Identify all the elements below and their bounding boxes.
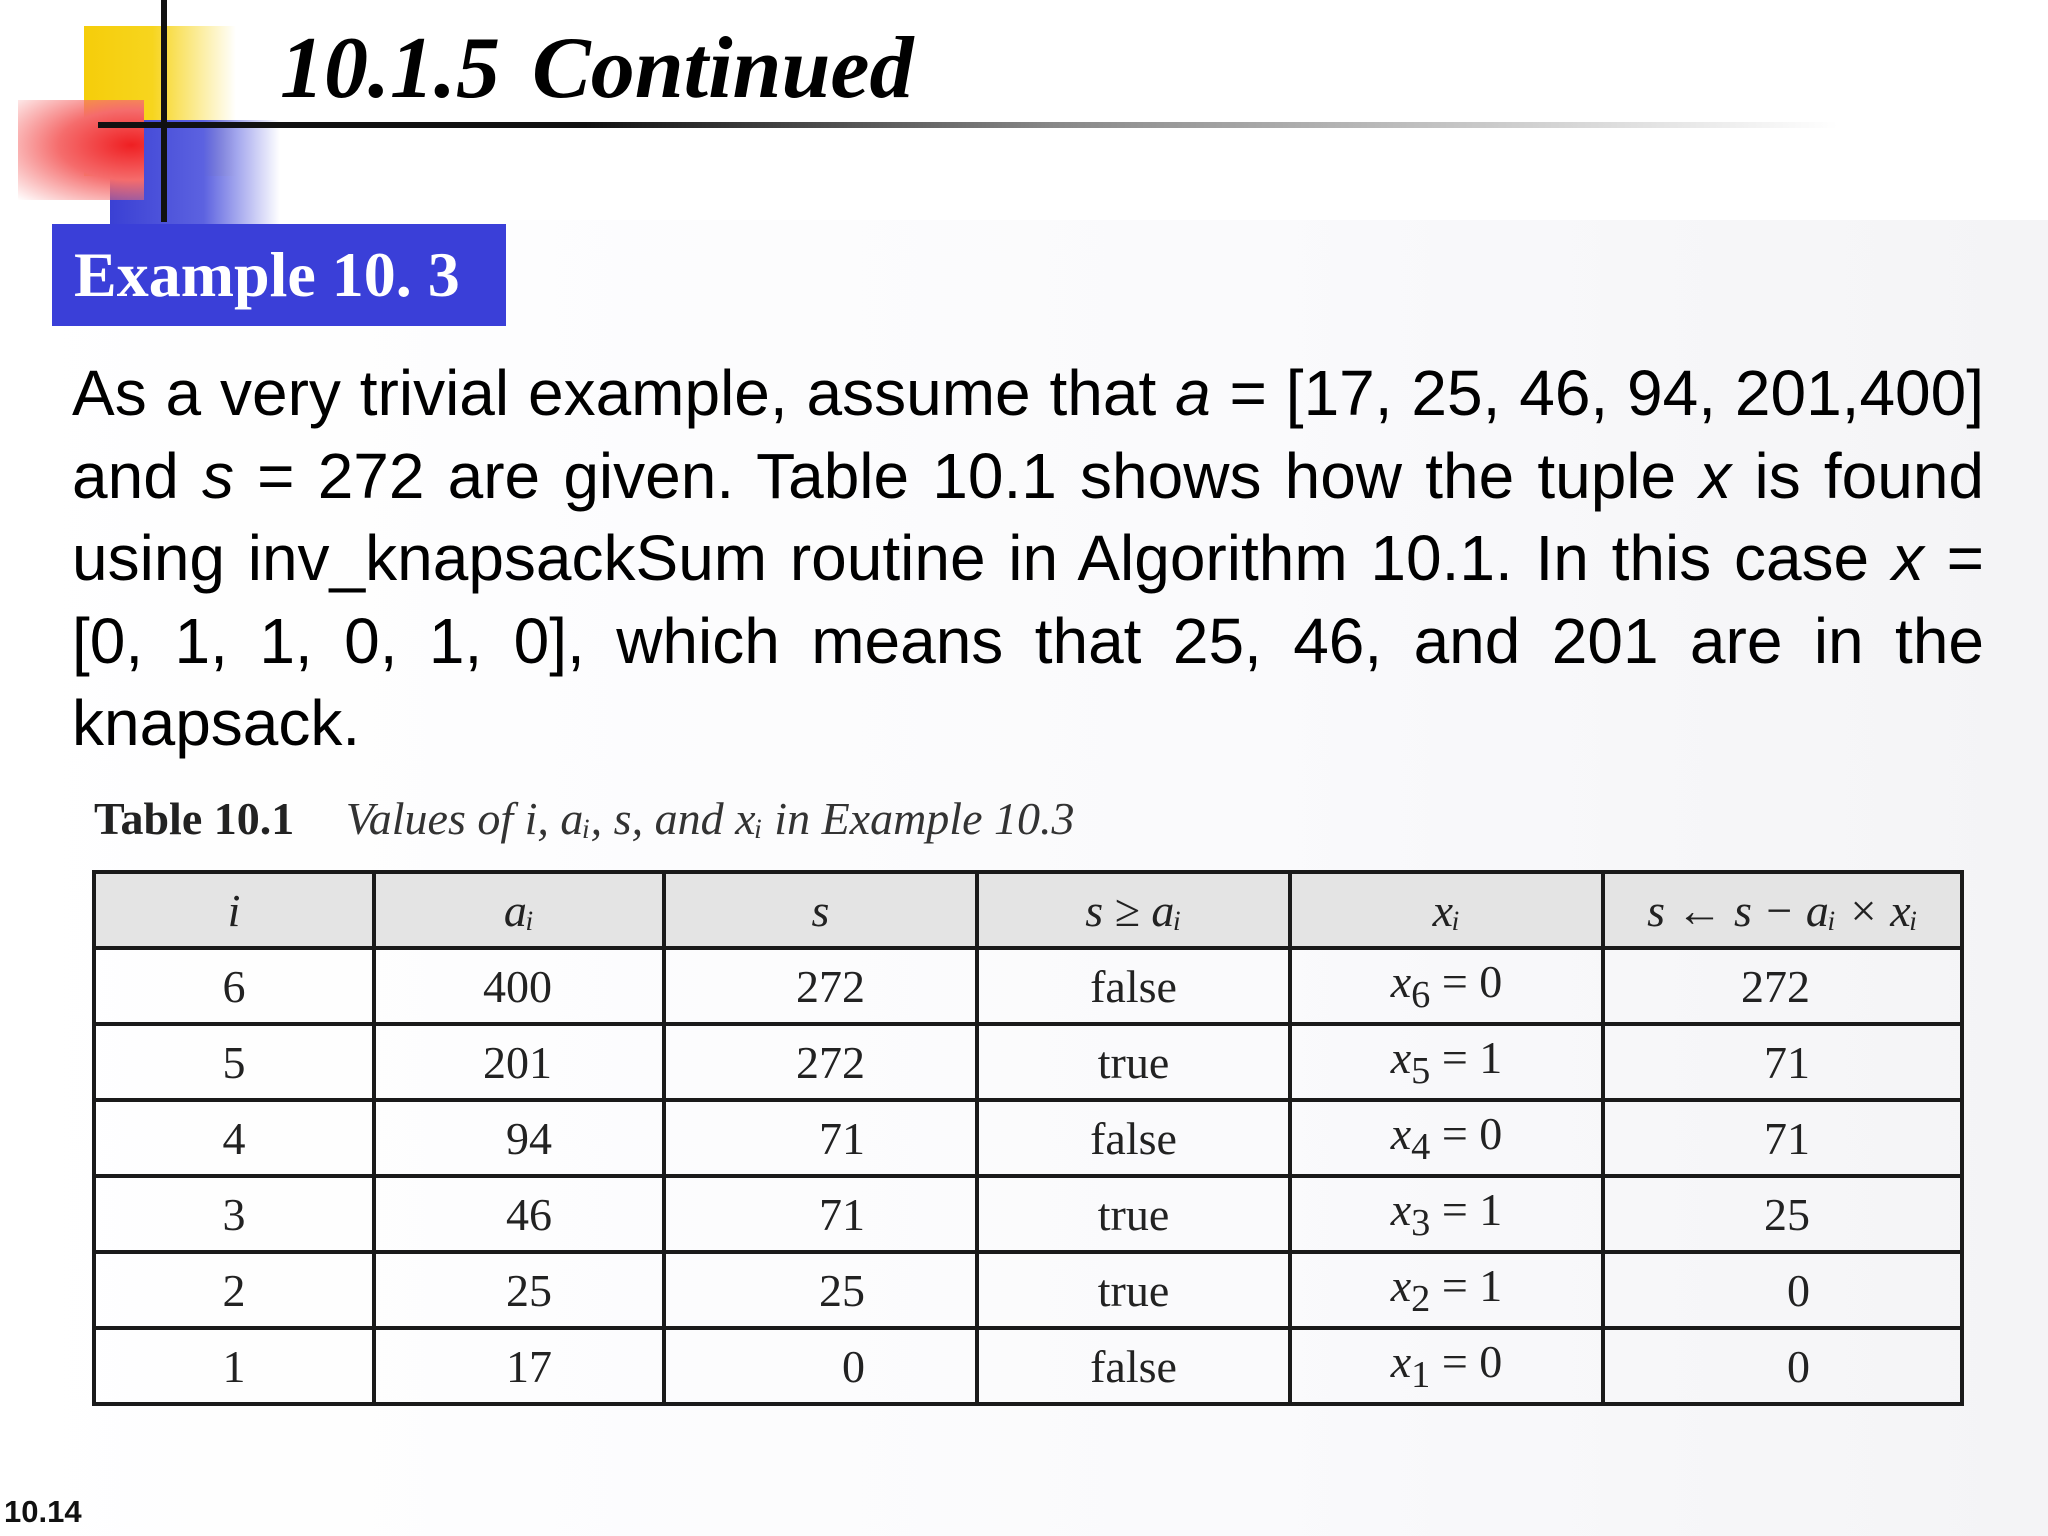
x-value: = 1 xyxy=(1430,1031,1503,1083)
slide-title: 10.1.5 Continued xyxy=(280,20,914,117)
title-underline xyxy=(98,122,1838,128)
cell-s: 272 xyxy=(664,948,977,1024)
header-x: xᵢ xyxy=(1290,872,1603,948)
table-caption xyxy=(94,792,1075,845)
table-row xyxy=(94,1176,1962,1252)
cell-comparison: true xyxy=(977,1024,1290,1100)
cell-a: 46 xyxy=(374,1176,664,1252)
cell-comparison: false xyxy=(977,948,1290,1024)
cell-new-s: 71 xyxy=(1603,1024,1962,1100)
header-a: aᵢ xyxy=(374,872,664,948)
table-row xyxy=(94,948,1962,1024)
cell-a: 400 xyxy=(374,948,664,1024)
cell-comparison: false xyxy=(977,1328,1290,1404)
header-update: s ← s − aᵢ × xᵢ xyxy=(1603,872,1962,948)
x-value: = 1 xyxy=(1430,1259,1503,1311)
cell-comparison: true xyxy=(977,1252,1290,1328)
x-value: = 0 xyxy=(1430,955,1503,1007)
x-var: x xyxy=(1390,1107,1412,1159)
cell-i: 4 xyxy=(94,1100,374,1176)
cell-x xyxy=(1290,1252,1603,1328)
cell-i: 1 xyxy=(94,1328,374,1404)
cell-i: 5 xyxy=(94,1024,374,1100)
variable-x: x xyxy=(1699,439,1732,512)
cell-s: 0 xyxy=(664,1328,977,1404)
logo-red-square xyxy=(18,100,144,200)
body-text-part: = [0, 1, 1, 0, 1, 0], which means that 25, 46, and 201 are in the knapsack. xyxy=(72,522,1985,759)
cell-a: 201 xyxy=(374,1024,664,1100)
cell-a: 25 xyxy=(374,1252,664,1328)
cell-s: 71 xyxy=(664,1176,977,1252)
cell-new-s: 25 xyxy=(1603,1176,1962,1252)
table-row xyxy=(94,1024,1962,1100)
cell-a: 94 xyxy=(374,1100,664,1176)
body-text-part: = [17, 25, 46, 94, 201,400] and xyxy=(72,357,1985,512)
body-text-part: As a very trivial example, assume that xyxy=(72,357,1176,429)
variable-x: x xyxy=(1891,522,1924,594)
x-subscript: 2 xyxy=(1411,1278,1431,1321)
table-caption-text: Values of i, aᵢ, s, and xᵢ in Example 10.3 xyxy=(345,793,1075,844)
slide-number: 10.14 xyxy=(4,1494,82,1529)
values-table xyxy=(92,870,1964,1406)
cell-x xyxy=(1290,1024,1603,1100)
x-var: x xyxy=(1390,1259,1412,1311)
cell-x xyxy=(1290,948,1603,1024)
cell-s: 25 xyxy=(664,1252,977,1328)
cell-s: 272 xyxy=(664,1024,977,1100)
cell-i: 6 xyxy=(94,948,374,1024)
header-s: s xyxy=(664,872,977,948)
table-caption-label: Table 10.1 xyxy=(94,793,295,844)
table-row xyxy=(94,1252,1962,1328)
cell-new-s: 272 xyxy=(1603,948,1962,1024)
x-subscript: 3 xyxy=(1411,1202,1431,1245)
body-paragraph xyxy=(72,352,1984,765)
cell-new-s: 0 xyxy=(1603,1252,1962,1328)
body-text-part: = 272 are given. Table 10.1 shows how the tuple xyxy=(233,439,1700,512)
x-subscript: 5 xyxy=(1411,1050,1431,1093)
x-subscript: 1 xyxy=(1411,1354,1431,1397)
cell-s: 71 xyxy=(664,1100,977,1176)
x-var: x xyxy=(1390,955,1412,1007)
header-i: i xyxy=(94,872,374,948)
cell-new-s: 0 xyxy=(1603,1328,1962,1404)
cell-comparison: false xyxy=(977,1100,1290,1176)
x-subscript: 4 xyxy=(1411,1126,1431,1169)
x-subscript: 6 xyxy=(1411,974,1431,1017)
x-var: x xyxy=(1390,1335,1412,1387)
table-row xyxy=(94,1100,1962,1176)
cell-comparison: true xyxy=(977,1176,1290,1252)
variable-s: s xyxy=(201,439,234,512)
x-value: = 0 xyxy=(1430,1335,1503,1387)
x-var: x xyxy=(1390,1183,1412,1235)
table-row xyxy=(94,1328,1962,1404)
cell-x xyxy=(1290,1328,1603,1404)
header-comparison: s ≥ aᵢ xyxy=(977,872,1290,948)
x-value: = 1 xyxy=(1430,1183,1503,1235)
body-text-part: is found using inv_knapsackSum routine in Algorithm 10.1. In this case xyxy=(72,439,1985,594)
example-label: Example 10. 3 xyxy=(52,224,506,326)
x-value: = 0 xyxy=(1430,1107,1503,1159)
cell-i: 2 xyxy=(94,1252,374,1328)
cell-a: 17 xyxy=(374,1328,664,1404)
x-var: x xyxy=(1390,1031,1412,1083)
cell-new-s: 71 xyxy=(1603,1100,1962,1176)
cell-i: 3 xyxy=(94,1176,374,1252)
variable-a: a xyxy=(1175,357,1211,429)
cell-x xyxy=(1290,1100,1603,1176)
logo-vertical-line xyxy=(161,0,167,222)
table-header-row xyxy=(94,872,1962,948)
cell-x xyxy=(1290,1176,1603,1252)
